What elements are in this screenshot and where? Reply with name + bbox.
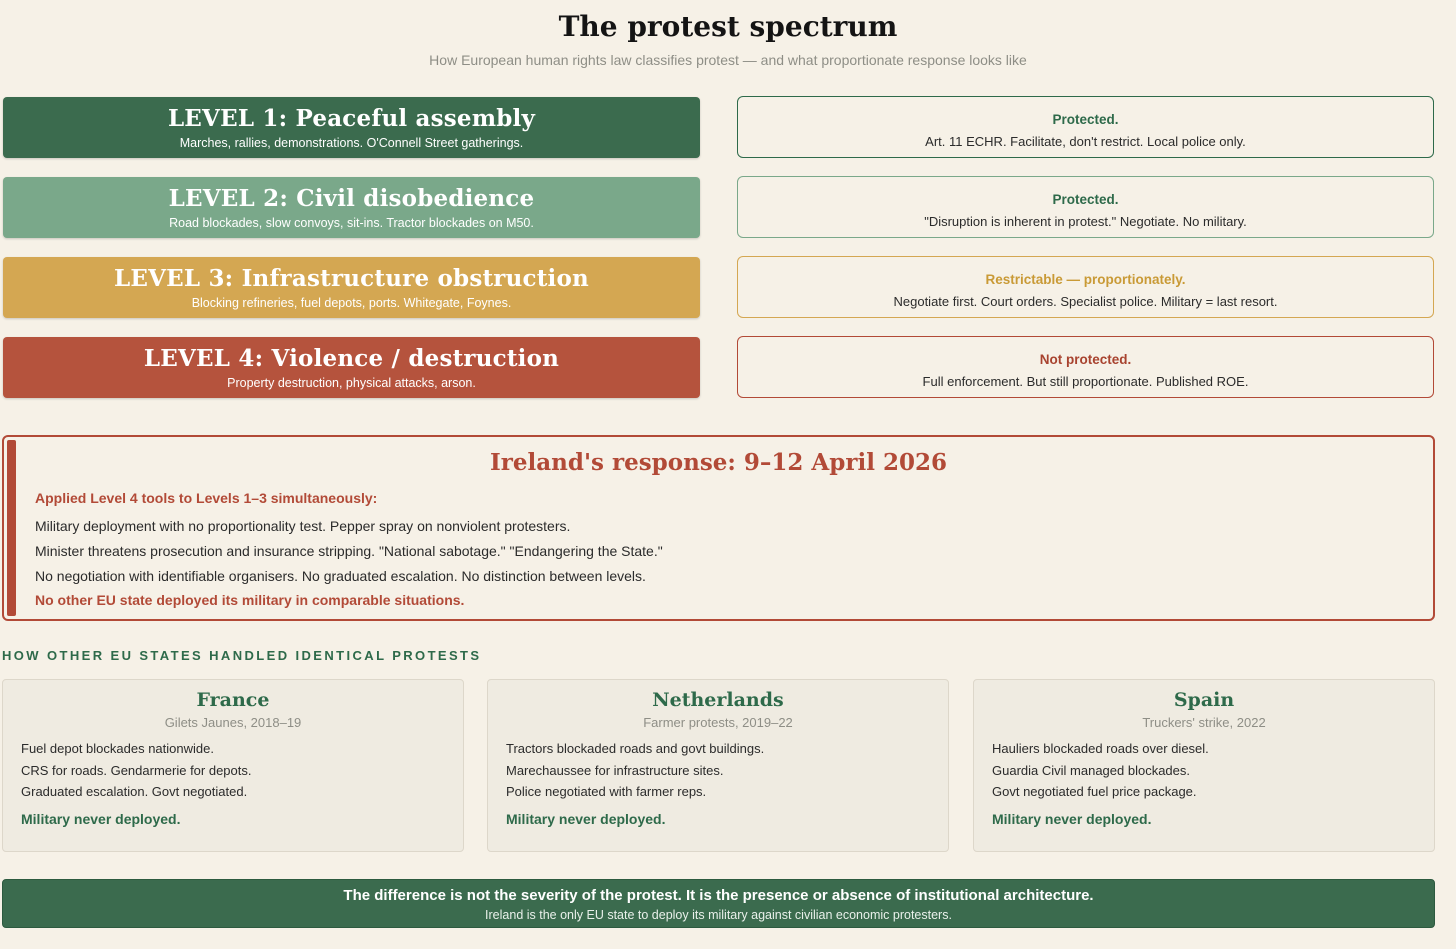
level-1-examples: Marches, rallies, demonstrations. O'Connell Street gatherings. bbox=[179, 136, 524, 150]
country-point: Graduated escalation. Govt negotiated. bbox=[21, 784, 248, 799]
page-title: The protest spectrum bbox=[558, 10, 898, 43]
country-card-netherlands bbox=[487, 679, 949, 852]
country-card-france bbox=[2, 679, 464, 852]
level-3-examples: Blocking refineries, fuel depots, ports. Whitegate, Foynes. bbox=[191, 296, 512, 310]
country-point: Marechaussee for infrastructure sites. bbox=[506, 763, 724, 778]
level-1-card bbox=[3, 97, 700, 158]
level-4-response-text: Full enforcement. But still proportionate. Published ROE. bbox=[922, 374, 1249, 389]
country-name: Netherlands bbox=[652, 689, 784, 711]
level-3-card bbox=[3, 257, 700, 318]
country-point: Hauliers blockaded roads over diesel. bbox=[992, 741, 1209, 756]
level-3-response bbox=[737, 256, 1434, 318]
level-1-status: Protected. bbox=[1052, 112, 1119, 127]
level-3-title: LEVEL 3: Infrastructure obstruction bbox=[114, 265, 589, 292]
level-2-examples: Road blockades, slow convoys, sit-ins. Tractor blockades on M50. bbox=[169, 216, 534, 230]
country-point: CRS for roads. Gendarmerie for depots. bbox=[21, 763, 252, 778]
ireland-response-panel bbox=[2, 435, 1435, 621]
ireland-point-2: Minister threatens prosecution and insurance stripping. "National sabotage." "Endangering the State." bbox=[35, 543, 663, 559]
country-event: Truckers' strike, 2022 bbox=[1142, 715, 1266, 730]
level-1-response-text: Art. 11 ECHR. Facilitate, don't restrict. Local police only. bbox=[925, 134, 1246, 149]
level-2-card bbox=[3, 177, 700, 238]
conclusion-banner bbox=[2, 879, 1435, 928]
level-1-title: LEVEL 1: Peaceful assembly bbox=[167, 105, 536, 132]
level-4-title: LEVEL 4: Violence / destruction bbox=[143, 345, 560, 372]
country-event: Gilets Jaunes, 2018–19 bbox=[164, 715, 302, 730]
level-2-title: LEVEL 2: Civil disobedience bbox=[168, 185, 535, 212]
level-4-status: Not protected. bbox=[1039, 352, 1132, 367]
level-2-status: Protected. bbox=[1052, 192, 1119, 207]
page-subtitle: How European human rights law classifies protest — and what proportionate response looks like bbox=[429, 52, 1027, 68]
level-4-examples: Property destruction, physical attacks, arson. bbox=[227, 376, 476, 390]
ireland-point-1: Military deployment with no proportionality test. Pepper spray on nonviolent protesters. bbox=[35, 518, 571, 534]
country-point: Tractors blockaded roads and govt buildings. bbox=[506, 741, 765, 756]
country-card-spain bbox=[973, 679, 1435, 852]
level-4-card bbox=[3, 337, 700, 398]
country-name: Spain bbox=[1173, 689, 1235, 711]
country-verdict: Military never deployed. bbox=[992, 811, 1152, 827]
level-2-response bbox=[737, 176, 1434, 238]
country-event: Farmer protests, 2019–22 bbox=[643, 715, 793, 730]
country-point: Guardia Civil managed blockades. bbox=[992, 763, 1190, 778]
level-1-response bbox=[737, 96, 1434, 158]
country-point: Govt negotiated fuel price package. bbox=[992, 784, 1197, 799]
level-3-status: Restrictable — proportionately. bbox=[985, 272, 1186, 287]
level-4-response bbox=[737, 336, 1434, 398]
conclusion-sub: Ireland is the only EU state to deploy its military against civilian economic protesters. bbox=[485, 908, 952, 922]
comparison-heading: HOW OTHER EU STATES HANDLED IDENTICAL PROTESTS bbox=[2, 648, 482, 663]
country-verdict: Military never deployed. bbox=[21, 811, 181, 827]
ireland-conclusion: No other EU state deployed its military in comparable situations. bbox=[35, 592, 465, 608]
ireland-heading: Ireland's response: 9–12 April 2026 bbox=[490, 449, 947, 476]
country-point: Fuel depot blockades nationwide. bbox=[21, 741, 214, 756]
country-point: Police negotiated with farmer reps. bbox=[506, 784, 707, 799]
ireland-point-3: No negotiation with identifiable organisers. No graduated escalation. No distinction between levels. bbox=[35, 568, 646, 584]
country-name: France bbox=[196, 689, 270, 711]
ireland-intro: Applied Level 4 tools to Levels 1–3 simultaneously: bbox=[35, 490, 378, 506]
conclusion-main: The difference is not the severity of the protest. It is the presence or absence of institutional architecture. bbox=[343, 887, 1094, 904]
level-2-response-text: "Disruption is inherent in protest." Negotiate. No military. bbox=[924, 214, 1247, 229]
level-3-response-text: Negotiate first. Court orders. Specialist police. Military = last resort. bbox=[893, 294, 1278, 309]
country-verdict: Military never deployed. bbox=[506, 811, 666, 827]
